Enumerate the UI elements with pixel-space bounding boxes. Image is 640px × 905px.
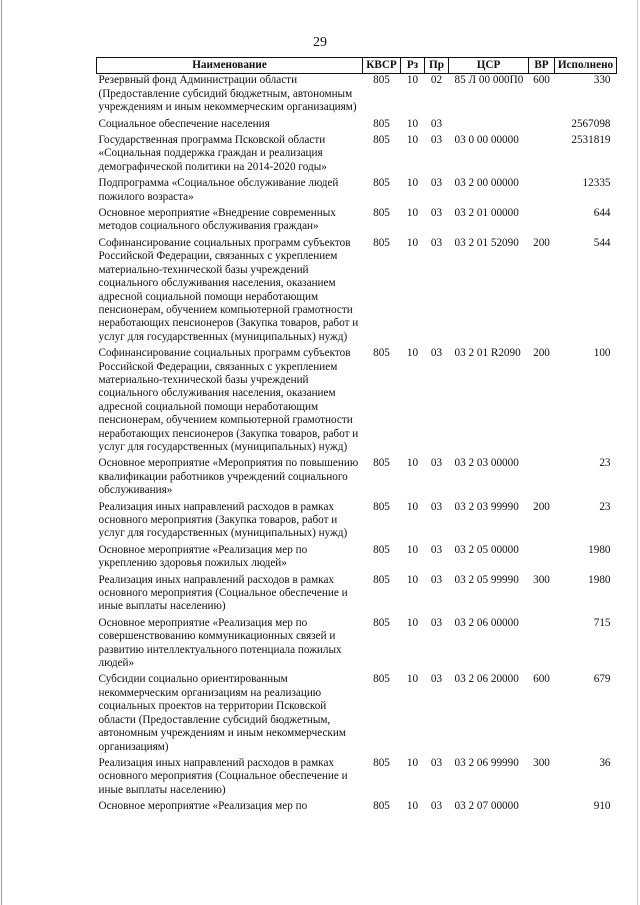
- table-row: [97, 207, 617, 237]
- row-name: Государственная программа Псковской области «Социальная поддержка граждан и реализация демографической политики на 2014-2020 годы»: [98, 134, 327, 173]
- row-csr: 03 2 01 00000: [454, 207, 519, 220]
- row-pr: 03: [430, 673, 443, 686]
- row-vr: [529, 457, 555, 500]
- table-row: [97, 347, 617, 457]
- row-kvsr: 805: [373, 543, 390, 556]
- row-name: Основное мероприятие «Внедрение современных методов социального обслуживания граждан»: [98, 207, 336, 233]
- table-row: [97, 457, 617, 500]
- table-row: [97, 177, 617, 207]
- header-rz: Рз: [401, 58, 425, 74]
- row-pr: 03: [430, 616, 443, 629]
- row-rz: 10: [406, 500, 419, 513]
- row-ispoln: 1980: [588, 573, 611, 586]
- row-ispoln: 644: [593, 207, 611, 220]
- row-pr: 03: [430, 134, 443, 147]
- row-ispoln: 2531819: [571, 134, 611, 147]
- row-kvsr: 805: [373, 207, 390, 220]
- row-pr: 03: [430, 117, 443, 130]
- row-kvsr: 805: [373, 800, 390, 813]
- row-pr: 03: [430, 457, 443, 470]
- row-pr: 02: [430, 74, 443, 87]
- row-ispoln: 330: [593, 74, 611, 87]
- row-vr: [529, 118, 555, 134]
- row-name: Реализация иных направлений расходов в рамках основного мероприятия (Социальное обеспечение и иные выплаты населению): [98, 573, 348, 613]
- row-csr: 03 2 05 99990: [454, 573, 519, 586]
- row-csr: 03 2 03 99990: [454, 500, 519, 513]
- row-csr: 03 2 06 99990: [454, 756, 519, 769]
- row-name: Реализация иных направлений расходов в рамках основного мероприятия (Социальное обеспечение и иные выплаты населению): [98, 756, 348, 796]
- row-kvsr: 805: [373, 457, 390, 470]
- row-vr: [529, 800, 555, 816]
- header-kvsr: КВСР: [363, 58, 401, 74]
- row-pr: 03: [430, 347, 443, 360]
- row-csr: 85 Л 00 000П0: [454, 74, 524, 87]
- row-ispoln: 679: [593, 673, 611, 686]
- row-ispoln: 12335: [582, 177, 611, 190]
- row-rz: 10: [406, 543, 419, 556]
- header-row: [97, 58, 617, 74]
- page-number: 29: [313, 35, 327, 50]
- row-kvsr: 805: [373, 177, 390, 190]
- row-vr: [529, 544, 555, 574]
- row-kvsr: 805: [373, 756, 390, 769]
- table-row: [97, 757, 617, 800]
- row-kvsr: 805: [373, 236, 390, 249]
- row-csr: 03 2 01 52090: [454, 236, 519, 249]
- row-ispoln: 715: [593, 616, 611, 629]
- row-kvsr: 805: [373, 117, 390, 130]
- row-csr: 03 2 07 00000: [454, 800, 519, 813]
- row-rz: 10: [406, 207, 419, 220]
- row-rz: 10: [406, 573, 419, 586]
- table-row: [97, 501, 617, 544]
- table-row: [97, 74, 617, 118]
- row-vr: 200: [533, 347, 550, 360]
- row-rz: 10: [406, 236, 419, 249]
- row-name: Подпрограмма «Социальное обслуживание людей пожилого возраста»: [98, 177, 339, 203]
- row-rz: 10: [406, 800, 419, 813]
- row-vr: [529, 207, 555, 237]
- row-vr: 300: [533, 756, 550, 769]
- row-csr: 03 0 00 00000: [454, 134, 519, 147]
- row-csr: 03 2 01 R2090: [454, 347, 521, 360]
- table-row: [97, 617, 617, 674]
- header-ispoln: Исполнено: [555, 58, 617, 74]
- row-vr: [529, 134, 555, 177]
- row-csr: [449, 118, 529, 134]
- table-row: [97, 544, 617, 574]
- row-csr: 03 2 03 00000: [454, 457, 519, 470]
- budget-table: [96, 57, 617, 817]
- table-row: [97, 673, 617, 756]
- row-ispoln: 36: [599, 756, 611, 769]
- row-name: Основное мероприятие «Реализация мер по: [98, 800, 308, 813]
- row-kvsr: 805: [373, 347, 390, 360]
- row-vr: [529, 177, 555, 207]
- row-kvsr: 805: [373, 134, 390, 147]
- header-name: Наименование: [97, 58, 363, 74]
- row-rz: 10: [406, 347, 419, 360]
- row-pr: 03: [430, 177, 443, 190]
- header-vr: ВР: [529, 58, 555, 74]
- row-pr: 03: [430, 800, 443, 813]
- table-row: [97, 237, 617, 347]
- row-name: Софинансирование социальных программ субъектов Российской Федерации, связанных с укреплением материально-технической базы учреждений социального обслуживания населения, оказанием адресной социальной помощи неработающим пенсионерам, обучением компьютерной грамотности неработающих пенсионеров (Закупка товаров, работ и услуг для государственных (муниципальных) нужд): [98, 236, 359, 343]
- row-name: Социальное обеспечение населения: [98, 117, 270, 130]
- header-csr: ЦСР: [449, 58, 529, 74]
- row-pr: 03: [430, 573, 443, 586]
- scan-edge-left: [1, 0, 2, 905]
- row-vr: 600: [533, 74, 550, 87]
- table-row: [97, 118, 617, 134]
- row-rz: 10: [406, 616, 419, 629]
- row-ispoln: 544: [593, 236, 611, 249]
- row-kvsr: 805: [373, 673, 390, 686]
- row-rz: 10: [406, 673, 419, 686]
- row-ispoln: 23: [599, 500, 611, 513]
- row-kvsr: 805: [373, 74, 390, 87]
- row-pr: 03: [430, 207, 443, 220]
- row-name: Реализация иных направлений расходов в рамках основного мероприятия (Закупка товаров, работ и услуг для государственных (муниципальных) нужд): [98, 500, 348, 540]
- row-csr: 03 2 06 00000: [454, 616, 519, 629]
- row-pr: 03: [430, 756, 443, 769]
- row-name: Основное мероприятие «Реализация мер по укреплению здоровья пожилых людей»: [98, 543, 308, 570]
- row-name: Софинансирование социальных программ субъектов Российской Федерации, связанных с укреплением материально-технической базы учреждений социального обслуживания населения, оказанием адресной социальной помощи неработающим пенсионерам, обучением компьютерной грамотности неработающих пенсионеров (Закупка товаров, работ и услуг для государственных (муниципальных) нужд): [98, 347, 359, 453]
- row-kvsr: 805: [373, 500, 390, 513]
- row-ispoln: 910: [593, 800, 611, 813]
- table-header: [97, 58, 617, 74]
- row-pr: 03: [430, 500, 443, 513]
- scan-edge-right: [637, 0, 638, 905]
- row-vr: 200: [533, 500, 550, 513]
- header-pr: Пр: [425, 58, 449, 74]
- row-kvsr: 805: [373, 616, 390, 629]
- row-vr: 200: [533, 236, 550, 249]
- row-csr: 03 2 05 00000: [454, 543, 519, 556]
- row-vr: 600: [533, 673, 550, 686]
- row-name: Резервный фонд Администрации области (Предоставление субсидий бюджетным, автономным учреждениям и иным некоммерческим организациям): [98, 74, 357, 114]
- row-pr: 03: [430, 543, 443, 556]
- row-name: Основное мероприятие «Реализация мер по совершенствованию коммуникационных связей и развитию интеллектуального потенциала пожилых людей»: [98, 616, 342, 670]
- row-vr: 300: [533, 573, 550, 586]
- row-name: Субсидии социально ориентированным некоммерческим организациям на реализацию социальных проектов на территории Псковской области (Предоставление субсидий бюджетным, автономным учреждениям и иным некоммерческим организациям): [98, 673, 346, 753]
- row-rz: 10: [406, 457, 419, 470]
- table-row: [97, 800, 617, 816]
- table-row: [97, 134, 617, 177]
- row-rz: 10: [406, 177, 419, 190]
- table-body: [97, 74, 617, 817]
- row-rz: 10: [406, 117, 419, 130]
- row-csr: 03 2 00 00000: [454, 177, 519, 190]
- row-ispoln: 100: [593, 347, 611, 360]
- table-row: [97, 574, 617, 617]
- row-ispoln: 23: [599, 457, 611, 470]
- row-kvsr: 805: [373, 573, 390, 586]
- row-rz: 10: [406, 756, 419, 769]
- row-pr: 03: [430, 236, 443, 249]
- row-ispoln: 2567098: [571, 117, 611, 130]
- row-name: Основное мероприятие «Мероприятия по повышению квалификации работников учреждений социального обслуживания»: [98, 457, 359, 497]
- row-rz: 10: [406, 74, 419, 87]
- row-vr: [529, 617, 555, 674]
- row-rz: 10: [406, 134, 419, 147]
- row-csr: 03 2 06 20000: [454, 673, 519, 686]
- row-ispoln: 1980: [588, 543, 611, 556]
